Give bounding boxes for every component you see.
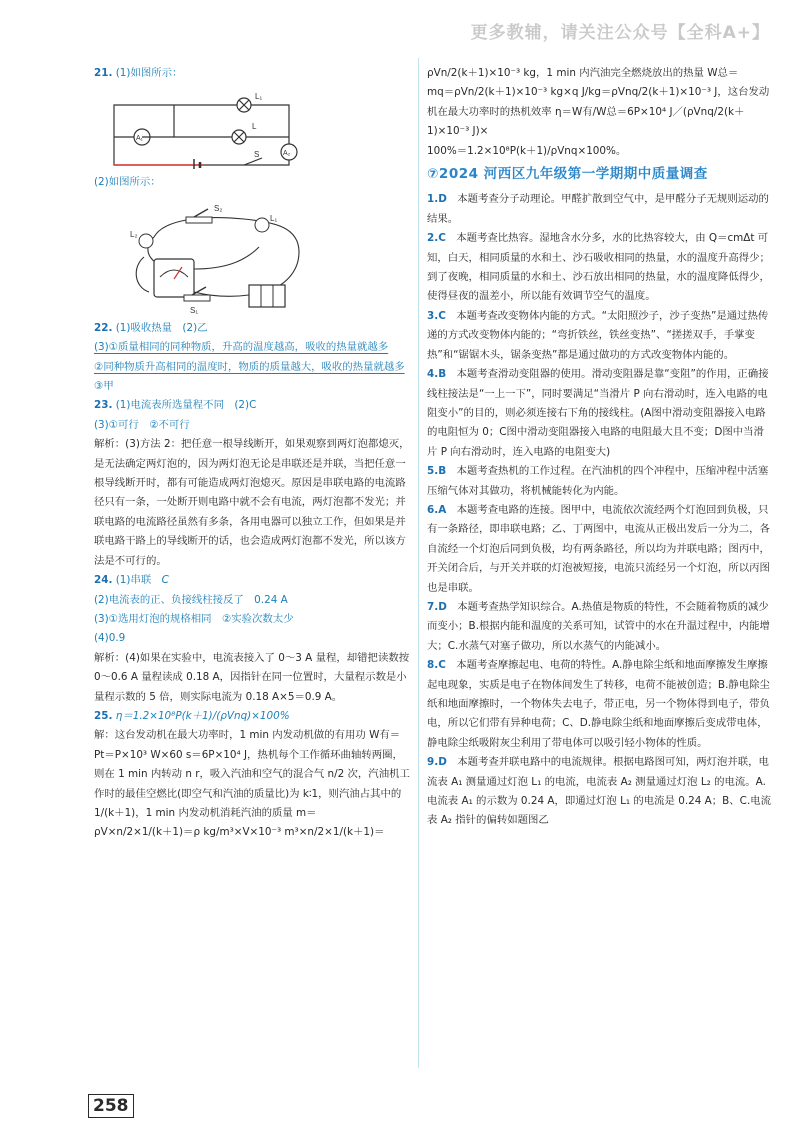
section-heading: ⑦2024 河西区九年级第一学期期中质量调查	[427, 166, 708, 183]
q25-cont-4: 100%＝1.2×10⁸P(k＋1)/ρVnq×100%。	[427, 144, 627, 157]
item-key: B	[438, 368, 447, 381]
q25-solution-2: ρV×n/2×1/(k＋1)＝ρ kg/m³×V×10⁻³ m³×n/2×1/(k＋1)＝	[94, 826, 385, 839]
circuit-diagram-2	[94, 197, 334, 315]
q24-line1a: (1)串联	[115, 574, 162, 587]
circuit-diagram-1	[94, 87, 314, 169]
q22-line4: ③甲	[94, 380, 114, 393]
ammeter-A2-label: A₂	[283, 150, 291, 158]
watermark: 更多教辅，请关注公众号【全科A+】	[470, 23, 770, 43]
q24-line3: (3)①选用灯泡的规格相同 ②实验次数太少	[94, 612, 294, 625]
item-text: 本题考查热学知识综合。A.热值是物质的特性，不会随着物质的减少而变小；B.根据内能和温度的关系可知，试管中的水在升温过程中，内能增大；C.水蒸气对塞子做功，所以水蒸气的内能减小。	[427, 600, 770, 652]
q21-part2: (2)如图所示：	[94, 176, 161, 189]
item-text: 本题考查滑动变阻器的使用。滑动变阻器是靠“变阻”的作用，正确接线柱接法是“一上一下”，同时要满足“当滑片 P 向右滑动时，连入电路的电阻变小”的目的，则必须连接右下角的接线柱。(A图中滑动变阻器接入电路的电阻恒为 0；C图中滑动变阻器接入电路的电阻最大且不变；D图中当滑片 P 向右滑动时，连入电路的电阻变大)	[427, 368, 769, 458]
q22-line1: (1)吸收热量 (2)乙	[115, 321, 208, 334]
q22-number: 22.	[94, 321, 113, 334]
item-text: 本题考查并联电路中的电流规律。根据电路图可知，两灯泡并联，电流表 A₁ 测量通过灯泡 L₁ 的电流，电流表 A₂ 测量通过灯泡 L₂ 的电流。A.电流表 A₁ 的示数为 0.24 A，即通过灯泡 L₁ 的电流是 0.24 A；B、C.电流表 A₂ 指针的偏转如题图乙	[427, 756, 772, 827]
q25-cont-1: ρVn/2(k＋1)×10⁻³ kg，1 min 内汽油完全燃烧放出的热量 W总＝	[427, 67, 739, 79]
item-number: 5.	[427, 465, 439, 478]
answer-item-9	[427, 753, 773, 831]
item-number: 4.	[427, 368, 439, 381]
item-key: D	[438, 756, 447, 769]
q23-line2: (3)①可行 ②不可行	[94, 418, 190, 431]
right-column	[427, 64, 773, 831]
q25-number: 25.	[94, 709, 113, 722]
item-number: 9.	[427, 756, 439, 769]
switch-S1-label: S₁	[190, 305, 199, 315]
q24-line4: (4)0.9	[94, 632, 126, 645]
answer-item-5	[427, 462, 773, 501]
item-key: D	[438, 193, 447, 206]
item-number: 3.	[427, 309, 439, 322]
q23-explanation: 解析：(3)方法 2：把任意一根导线断开，如果观察到两灯泡都熄灭，是无法确定两灯泡的，因为两灯泡无论是串联还是并联，当把任意一根导线断开时，都有可能造成两灯泡熄灭。原因是串联电路的电流路径只有一条，一处断开则电路中就不会有电流，两灯泡都不发光；并联电路的电流路径虽然有多条，各用电器可以独立工作，但如果是并联电路干路上的导线断开的话，也会造成两灯泡都不发光，所以该方法是不可行的。	[94, 438, 410, 567]
page-number: 258	[88, 1094, 134, 1118]
q23-number: 23.	[94, 399, 113, 412]
item-text: 本题考查比热容。湿地含水分多，水的比热容较大，由 Q＝cmΔt 可知，白天，相同质量的水和土、沙石吸收相同的热量，水的温度升高得少；到了夜晚，相同质量的水和土、沙石放出相同的热量，水的温度降低得少，使得昼夜的温差小，所以能有效调节空气的温度。	[427, 232, 770, 303]
switch-S-label: S	[254, 150, 260, 160]
switch-S2-label: S₂	[214, 203, 223, 213]
q22-line3: ②同种物质升高相同的温度时，物质的质量越大，吸收的热量就越多	[94, 360, 405, 373]
item-key: C	[438, 232, 446, 245]
item-text: 本题考查改变物体内能的方式。“太阳照沙子，沙子变热”是通过热传递的方式改变物体内能的；“弯折铁丝，铁丝变热”、“搓搓双手，手掌变热”和“锯锯木头，锯条变热”都是通过做功的方式改变物体内能的。	[427, 309, 769, 361]
item-key: D	[438, 600, 447, 613]
item-number: 2.	[427, 232, 439, 245]
left-column	[94, 64, 410, 843]
column-divider	[418, 58, 419, 1068]
item-text: 本题考查热机的工作过程。在汽油机的四个冲程中，压缩冲程中活塞压缩气体对其做功，将机械能转化为内能。	[427, 465, 769, 497]
answer-item-8	[427, 656, 773, 753]
item-number: 8.	[427, 659, 439, 672]
q25-cont-3: 机在最大功率时的热机效率 η＝W有/W总＝6P×10⁴ J／(ρVnq/2(k＋1)×10⁻³ J)×	[427, 105, 745, 138]
lamp-L1-label-2: L₁	[270, 213, 278, 223]
item-text: 本题考查电路的连接。图甲中，电流依次流经两个灯泡回到负极，只有一条路径，即串联电路；乙、丁两图中，电流从正极出发后一分为二，各自流经一个灯泡后同到负极，均有两条路径，所以均为并联电路；图丙中，开关闭合后，与开关并联的灯泡被短接，电流只流经另一个灯泡，所以丙图也是串联。	[427, 503, 770, 594]
q21-number: 21.	[94, 67, 113, 79]
q24-line2: (2)电流表的正、负接线柱接反了 0.24 A	[94, 593, 288, 606]
item-key: A	[438, 503, 447, 516]
answer-item-3	[427, 307, 773, 365]
lamp-L-label: L	[252, 122, 257, 132]
answer-item-2	[427, 229, 773, 307]
answer-list	[427, 190, 773, 830]
answer-item-6	[427, 501, 773, 598]
item-number: 7.	[427, 600, 439, 613]
item-number: 1.	[427, 193, 439, 206]
lamp-L1-label: L₁	[255, 92, 263, 102]
answer-item-7	[427, 598, 773, 656]
q22-line2: (3)①质量相同的同种物质，升高的温度越高，吸收的热量就越多	[94, 341, 389, 354]
item-number: 6.	[427, 503, 439, 516]
item-text: 本题考查分子动理论。甲醛扩散到空气中，是甲醛分子无规则运动的结果。	[427, 193, 769, 225]
q24-line1b: C	[161, 574, 169, 587]
q25-answer: η＝1.2×10⁸P(k＋1)/(ρVnq)×100%	[115, 709, 290, 722]
ammeter-A1-label: A₁	[136, 135, 144, 143]
item-text: 本题考查摩擦起电、电荷的特性。A.静电除尘纸和地面摩擦发生摩擦起电现象，实质是电子在物体间发生了转移，电荷不能被创造；B.静电除尘纸和地面摩擦时，一个物体失去电子，带正电，另一个物体得到电子，带负电，所以它们带有异种电荷；C、D.静电除尘纸和地面摩擦后变成带电体，静电除尘纸吸附灰尘利用了带电体可以吸引轻小物体的性质。	[427, 659, 770, 749]
q24-explanation: 解析：(4)如果在实验中，电流表接入了 0～3 A 量程，却错把读数按 0～0.6 A 量程读成 0.18 A，因指针在同一位置时，大量程示数是小量程示数的 5 倍，则实际电流为 0.18 A×5＝0.9 A。	[94, 651, 410, 703]
item-key: C	[438, 659, 446, 672]
answer-item-1	[427, 190, 773, 229]
answer-item-4	[427, 365, 773, 462]
q24-number: 24.	[94, 574, 113, 587]
lamp-L2-label: L₂	[130, 229, 138, 239]
q25-cont-2: mq＝ρVn/2(k＋1)×10⁻³ kg×q J/kg＝ρVnq/2(k＋1)×10⁻³ J，这台发动	[427, 86, 770, 99]
item-key: C	[438, 309, 446, 322]
q25-solution-1: 解：这台发动机在最大功率时，1 min 内发动机做的有用功 W有＝Pt＝P×10³ W×60 s＝6P×10⁴ J，热机每个工作循环曲轴转两圈，则在 1 min 内转动 n r，吸入汽油和空气的混合气 n/2 次，汽油机工作时的最佳空燃比(即空气和汽油的质量比)为 k∶1，则汽油占其中的 1/(k＋1)，1 min 内发动机消耗汽油的质量 m＝	[94, 729, 410, 819]
item-key: B	[438, 465, 447, 478]
q21-part1: (1)如图所示：	[115, 67, 183, 79]
q23-line1: (1)电流表所选量程不同 (2)C	[115, 399, 257, 412]
